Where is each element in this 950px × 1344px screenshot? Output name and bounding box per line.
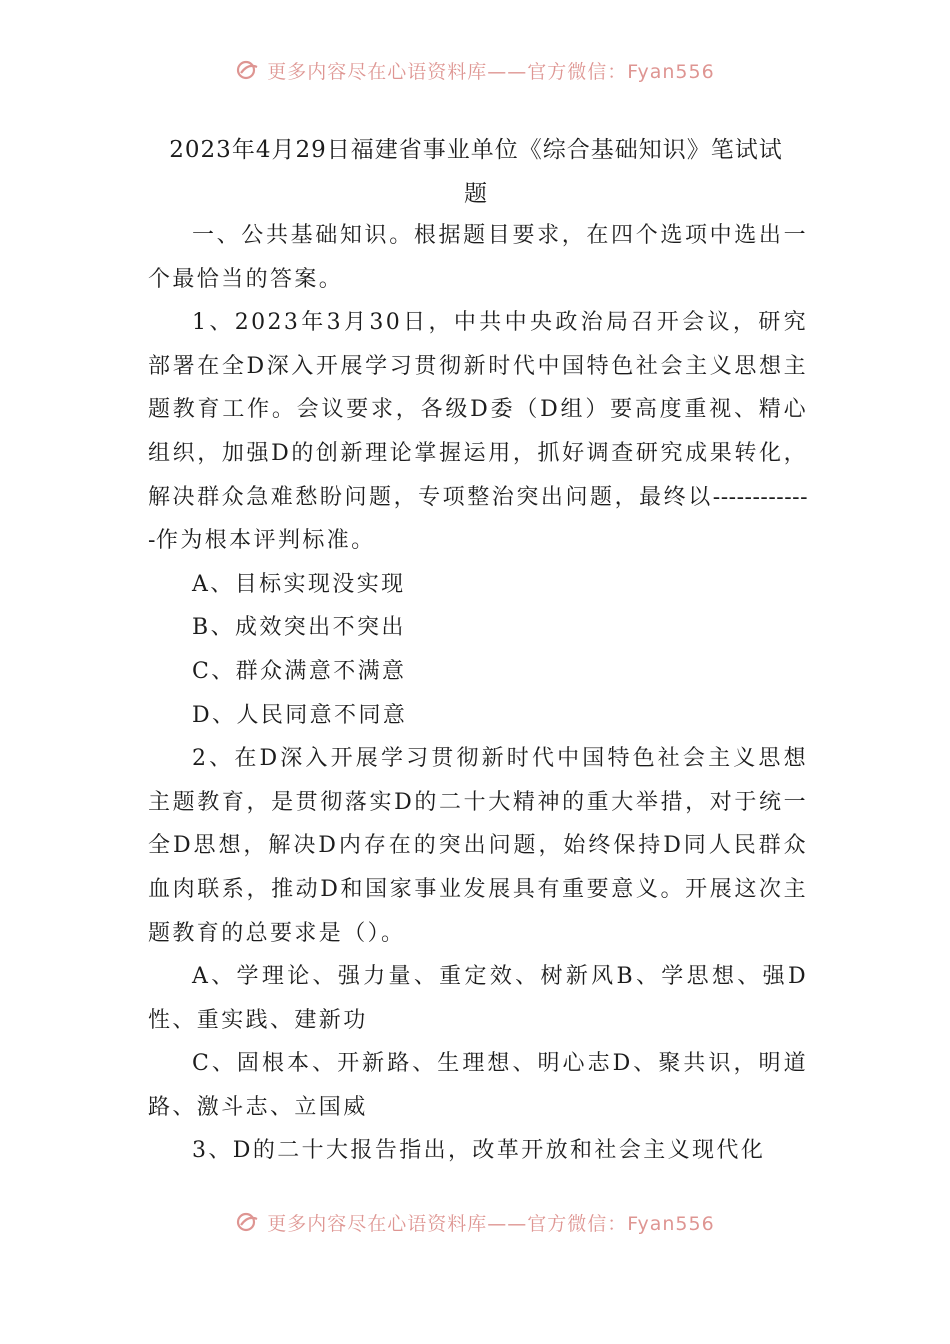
watermark-logo-icon [235, 1211, 261, 1233]
question-3-stem: 3、D的二十大报告指出，改革开放和社会主义现代化 [192, 1138, 766, 1164]
question-1-option-d: D、人民同意不同意 [192, 702, 408, 728]
question-2-options-ab: A、学理论、强力量、重定效、树新风B、学思想、强D性、重实践、建新功 [148, 964, 808, 1033]
question-2-options-cd: C、固根本、开新路、生理想、明心志D、聚共识，明道路、激斗志、立国威 [148, 1051, 808, 1120]
question-1-blank: ------------- [148, 484, 808, 554]
watermark-banner-bottom [0, 1208, 950, 1236]
question-1-option-a: A、目标实现没实现 [192, 571, 406, 597]
document-body [148, 214, 808, 1173]
question-1-stem [148, 301, 808, 563]
question-2-stem: 2、在D深入开展学习贯彻新时代中国特色社会主义思想主题教育，是贯彻落实D的二十大精神的重大举措，对于统一全D思想，解决D内存在的突出问题，始终保持D同人民群众血肉联系，推动D和国家事业发展具有重要意义。开展这次主题教育的总要求是（）。 [148, 746, 808, 946]
question-1-stem-text: 1、2023年3月30日，中共中央政治局召开会议，研究部署在全D深入开展学习贯彻新时代中国特色社会主义思想主题教育工作。会议要求，各级D委（D组）要高度重视、精心组织，加强D的创新理论掌握运用，抓好调查研究成果转化，解决群众急难愁盼问题，专项整治突出问题，最终以 [148, 310, 808, 510]
question-1-stem-tail: 作为根本评判标准。 [155, 528, 376, 554]
title-line-2: 题 [464, 181, 488, 207]
question-1-option-b: B、成效突出不突出 [192, 615, 406, 641]
watermark-text: 更多内容尽在心语资料库——官方微信：Fyan556 [267, 1212, 715, 1235]
page-title [140, 128, 812, 216]
watermark-text: 更多内容尽在心语资料库——官方微信：Fyan556 [267, 60, 715, 83]
title-line-1: 2023年4月29日福建省事业单位《综合基础知识》笔试试 [169, 137, 783, 163]
section-heading: 一、公共基础知识。根据题目要求，在四个选项中选出一个最恰当的答案。 [148, 223, 808, 292]
watermark-logo-icon [235, 59, 261, 81]
watermark-banner-top [0, 56, 950, 84]
question-1-option-c: C、群众满意不满意 [192, 658, 407, 684]
